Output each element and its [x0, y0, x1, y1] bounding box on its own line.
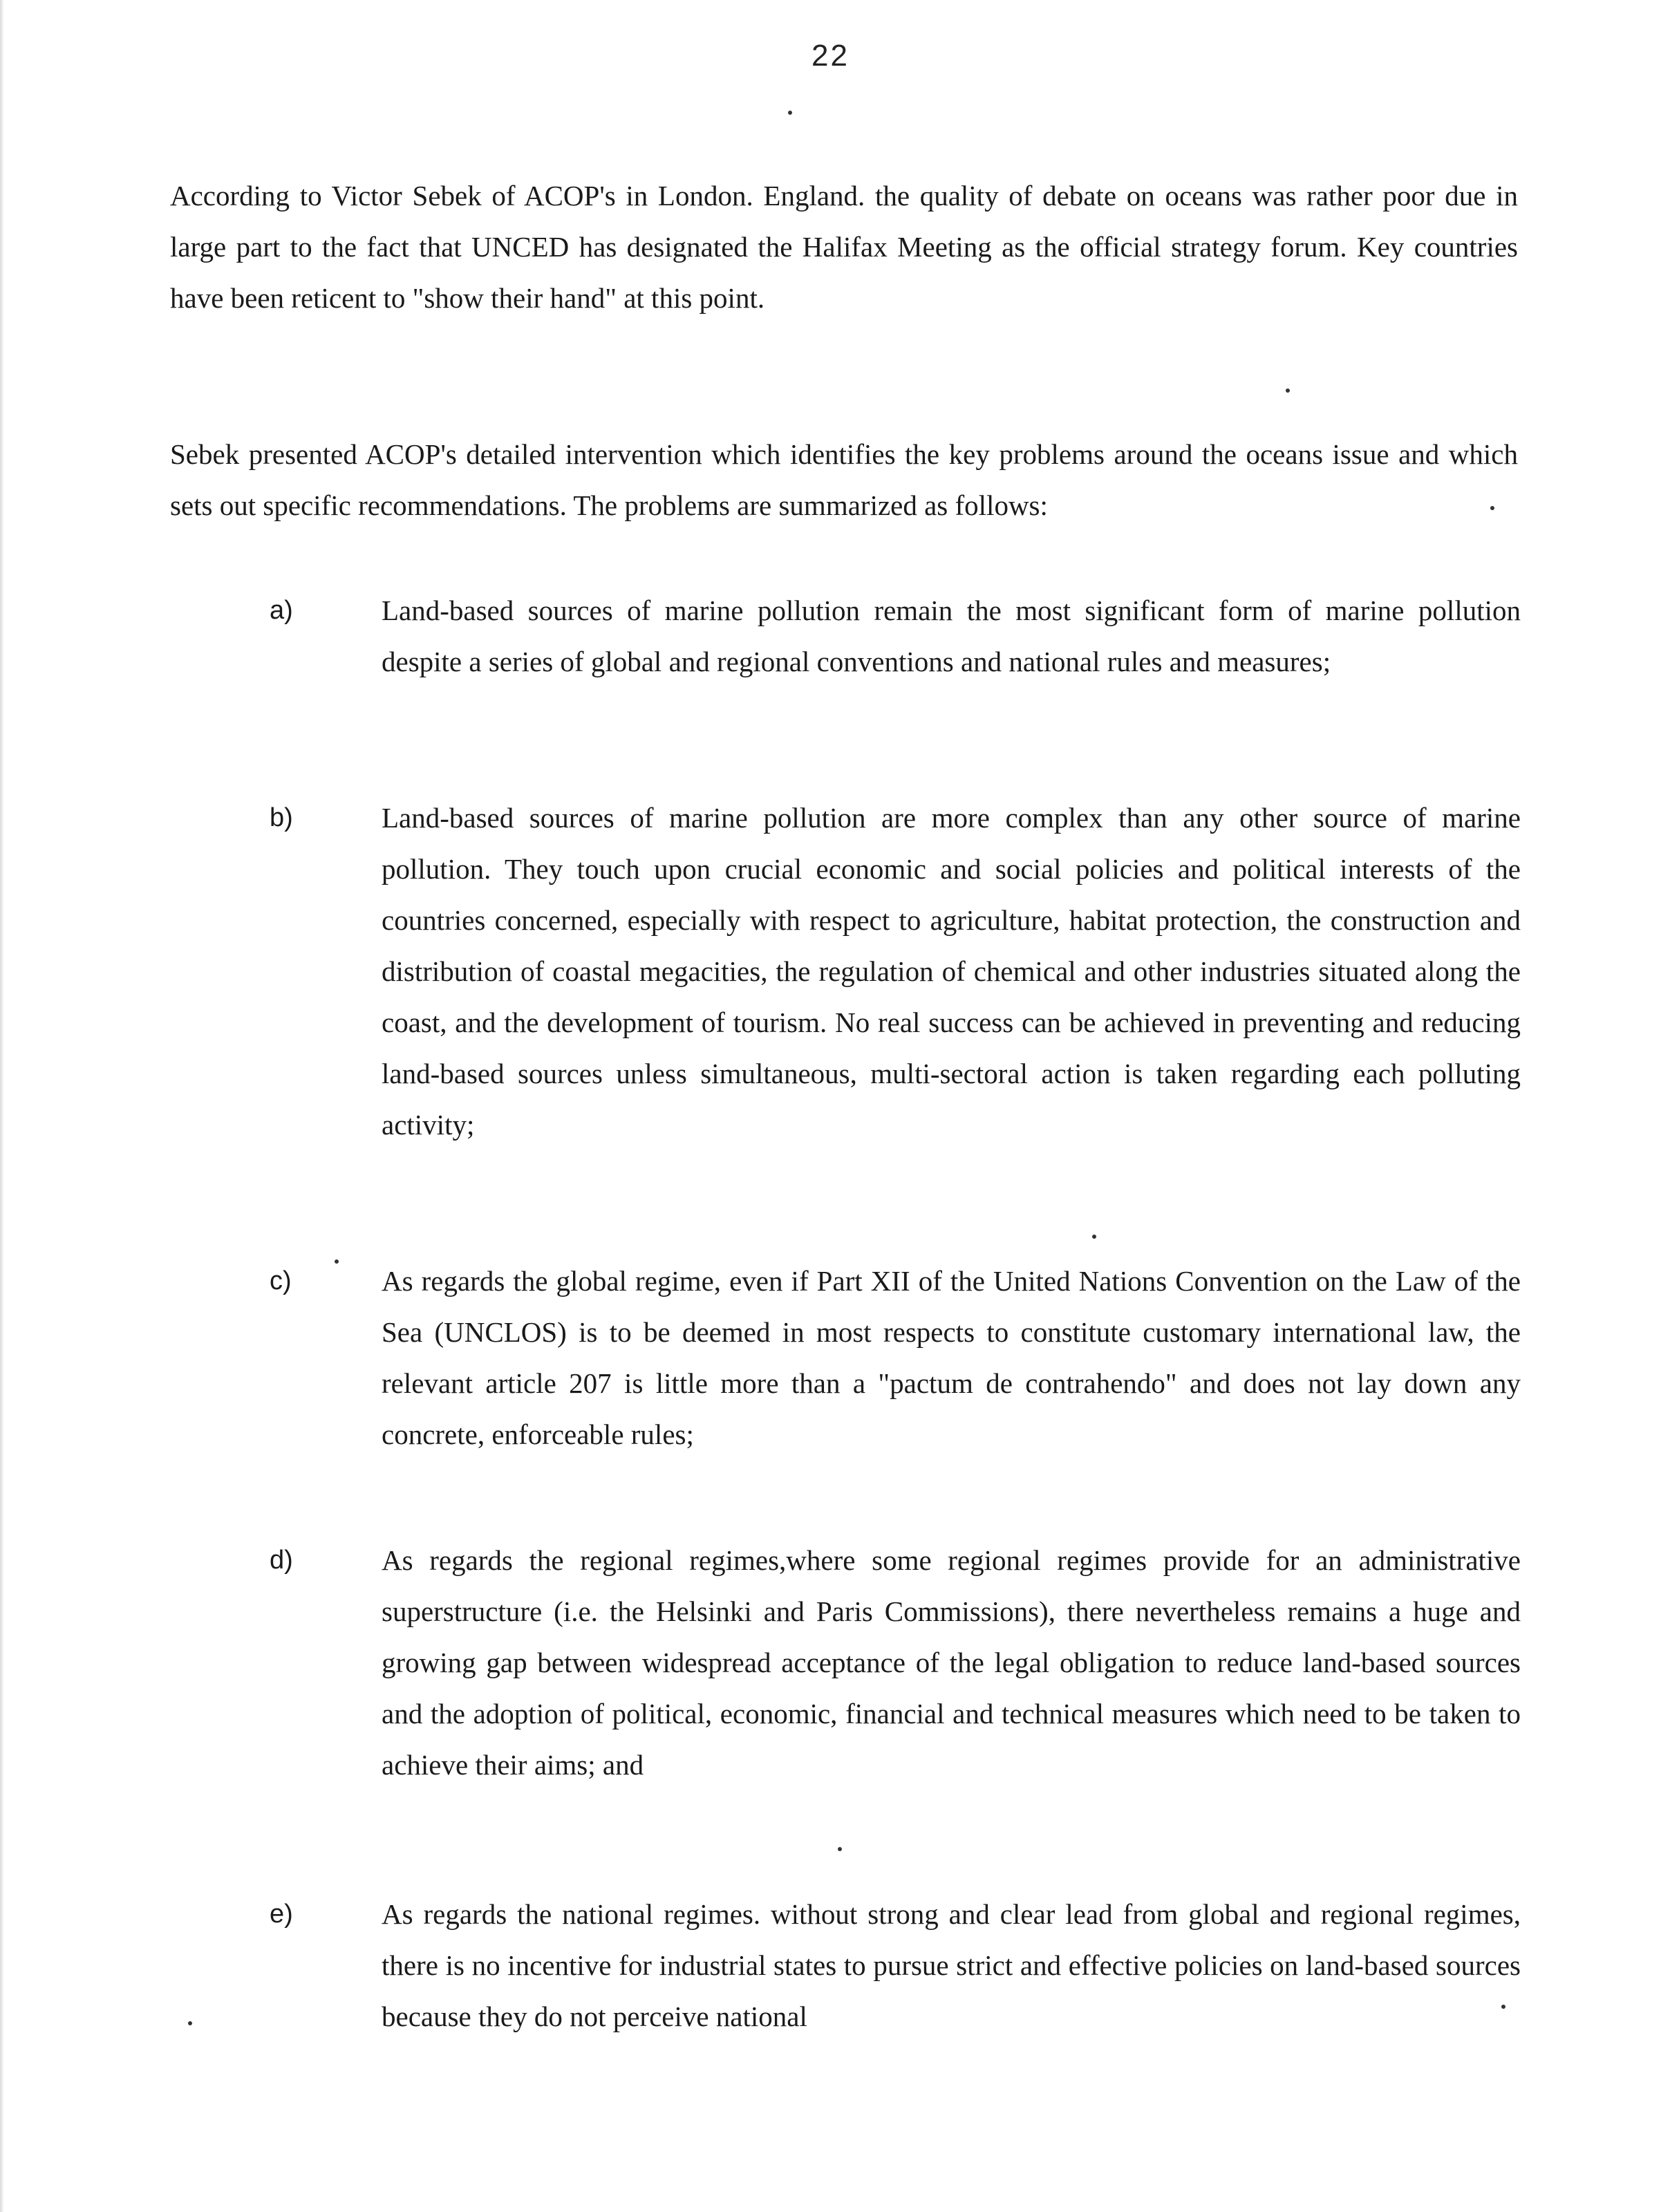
scan-speck [1092, 1235, 1096, 1239]
scan-speck [188, 2021, 192, 2025]
list-item-label: c) [270, 1266, 292, 1295]
scan-speck [1490, 506, 1494, 510]
scan-speck [1501, 2005, 1505, 2009]
scan-edge-shadow [0, 0, 4, 2212]
list-item-label: a) [270, 596, 293, 625]
page-number: 22 [811, 39, 850, 73]
scan-speck [838, 1847, 842, 1851]
list-item-label: e) [270, 1900, 293, 1929]
scan-speck [788, 111, 792, 115]
list-item-text: As regards the national regimes. without strong and clear lead from global and regional regimes, there is no incentive for industrial states to pursue strict and effective policies on land-based sources because they do not perceive national [382, 1898, 1521, 2032]
paragraph-acop-intervention: Sebek presented ACOP's detailed intervention which identifies the key problems around the oceans issue and which sets out specific recommendations. The problems are summarized as follows: [170, 438, 1518, 521]
scan-speck [1286, 388, 1290, 393]
paragraph-debate-quality: According to Victor Sebek of ACOP's in London. England. the quality of debate on oceans was rather poor due in large part to the fact that UNCED has designated the Halifax Meeting as the official strategy forum. Key countries have been reticent to "show their hand" at this point. [170, 180, 1518, 314]
list-item-text: Land-based sources of marine pollution are more complex than any other source of marine pollution. They touch upon crucial economic and social policies and political interests of the countries concerned, especially with respect to agriculture, habitat protection, the construction and distribution of coastal megacities, the regulation of chemical and other industries situated along the coast, and the development of tourism. No real success can be achieved in preventing and reducing land-based sources unless simultaneous, multi-sectoral action is taken regarding each polluting activity; [382, 802, 1521, 1141]
list-item-text: As regards the global regime, even if Part XII of the United Nations Convention on the Law of the Sea (UNCLOS) is to be deemed in most respects to constitute customary international law, the relevant article 207 is little more than a "pactum de contrahendo" and does not lay down any concrete, enforceable rules; [382, 1265, 1521, 1450]
scan-speck [335, 1259, 339, 1264]
list-item-text: As regards the regional regimes,where some regional regimes provide for an administrative superstructure (i.e. the Helsinki and Paris Commissions), there nevertheless remains a huge and growing gap between widespread acceptance of the legal obligation to reduce land-based sources and the adoption of political, economic, financial and technical measures which need to be taken to achieve their aims; and [382, 1544, 1521, 1781]
list-item-text: Land-based sources of marine pollution remain the most significant form of marine pollution despite a series of global and regional conventions and national rules and measures; [382, 594, 1521, 677]
list-item-label: d) [270, 1546, 293, 1575]
list-item-label: b) [270, 803, 293, 832]
